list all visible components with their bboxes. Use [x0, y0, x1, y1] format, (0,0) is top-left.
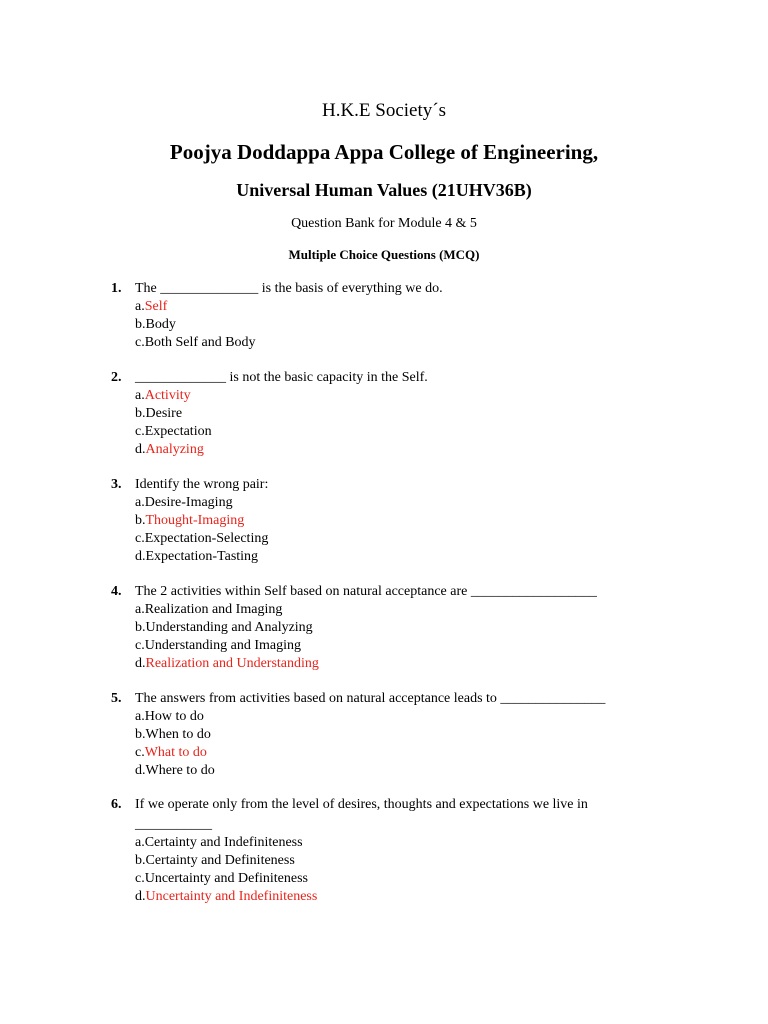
option-text: Desire: [145, 406, 183, 421]
option-letter: c.: [135, 745, 145, 760]
option-a: [135, 495, 233, 511]
option-a: [135, 388, 191, 404]
option-a: [135, 299, 167, 315]
option-letter: c.: [135, 335, 145, 350]
option-text: Certainty and Definiteness: [145, 853, 295, 868]
question-text: Identify the wrong pair:: [135, 477, 269, 492]
question-text: _____________ is not the basic capacity in the Self.: [135, 370, 428, 385]
option-a: [135, 835, 303, 851]
option-b: [135, 727, 211, 743]
option-d: [135, 549, 258, 565]
option-letter: d.: [135, 763, 146, 778]
option-letter: c.: [135, 531, 145, 546]
option-text: Where to do: [145, 763, 215, 778]
option-letter: a.: [135, 299, 145, 314]
option-text: Thought-Imaging: [145, 513, 245, 528]
college-title: Poojya Doddappa Appa College of Engineering,: [169, 140, 599, 164]
option-letter: c.: [135, 638, 145, 653]
question-text: If we operate only from the level of desires, thoughts and expectations we live in: [135, 797, 588, 812]
option-c: [135, 871, 308, 887]
option-text: How to do: [144, 709, 204, 724]
question-bank-subtitle: Question Bank for Module 4 & 5: [291, 216, 477, 231]
course-title: Universal Human Values (21UHV36B): [236, 180, 532, 200]
option-letter: b.: [135, 620, 146, 635]
option-c: [135, 745, 207, 761]
section-heading: Multiple Choice Questions (MCQ): [288, 247, 480, 262]
option-letter: a.: [135, 388, 145, 403]
option-c: [135, 531, 268, 547]
option-letter: a.: [135, 835, 145, 850]
society-heading: H.K.E Society´s: [321, 100, 446, 121]
option-text: Desire-Imaging: [144, 495, 233, 510]
option-letter: a.: [135, 602, 145, 617]
option-text: Both Self and Body: [144, 335, 256, 350]
option-b: [135, 317, 176, 333]
option-text: Self: [144, 299, 168, 314]
option-letter: d.: [135, 442, 146, 457]
option-text: Certainty and Indefiniteness: [144, 835, 303, 850]
option-b: [135, 620, 313, 636]
option-b: [135, 406, 182, 422]
option-letter: a.: [135, 495, 145, 510]
option-text: Activity: [144, 388, 191, 403]
option-letter: d.: [135, 889, 146, 904]
option-text: Uncertainty and Indefiniteness: [145, 889, 318, 904]
option-d: [135, 442, 204, 458]
option-text: Expectation-Tasting: [145, 549, 259, 564]
option-d: [135, 763, 215, 779]
option-text: Realization and Understanding: [145, 656, 319, 671]
question-number: 5.: [111, 691, 122, 706]
option-text: What to do: [144, 745, 207, 760]
question-text: The ______________ is the basis of everything we do.: [135, 281, 443, 296]
option-text: Understanding and Imaging: [144, 638, 302, 653]
option-text: When to do: [145, 727, 211, 742]
question-number: 6.: [111, 797, 122, 812]
option-text: Expectation: [144, 424, 212, 439]
option-letter: a.: [135, 709, 145, 724]
option-text: Uncertainty and Definiteness: [144, 871, 308, 886]
option-c: [135, 638, 301, 654]
option-b: [135, 513, 244, 529]
option-letter: b.: [135, 727, 146, 742]
question-number: 1.: [111, 281, 122, 296]
option-text: Realization and Imaging: [144, 602, 283, 617]
question-number: 2.: [111, 370, 122, 385]
option-text: Analyzing: [145, 442, 204, 457]
option-c: [135, 424, 212, 440]
option-a: [135, 709, 204, 725]
option-c: [135, 335, 256, 351]
option-b: [135, 853, 295, 869]
question-text: The 2 activities within Self based on natural acceptance are __________________: [135, 584, 597, 599]
option-letter: b.: [135, 513, 146, 528]
question-number: 4.: [111, 584, 122, 599]
option-text: Understanding and Analyzing: [145, 620, 313, 635]
option-letter: b.: [135, 853, 146, 868]
option-text: Expectation-Selecting: [144, 531, 269, 546]
question-text: The answers from activities based on natural acceptance leads to _______________: [135, 691, 606, 706]
option-letter: d.: [135, 549, 146, 564]
option-d: [135, 656, 319, 672]
question-number: 3.: [111, 477, 122, 492]
option-letter: b.: [135, 317, 146, 332]
option-letter: b.: [135, 406, 146, 421]
option-letter: d.: [135, 656, 146, 671]
question-blank: ___________: [135, 817, 212, 832]
option-a: [135, 602, 282, 618]
option-letter: c.: [135, 871, 145, 886]
option-d: [135, 889, 317, 905]
option-letter: c.: [135, 424, 145, 439]
option-text: Body: [145, 317, 176, 332]
